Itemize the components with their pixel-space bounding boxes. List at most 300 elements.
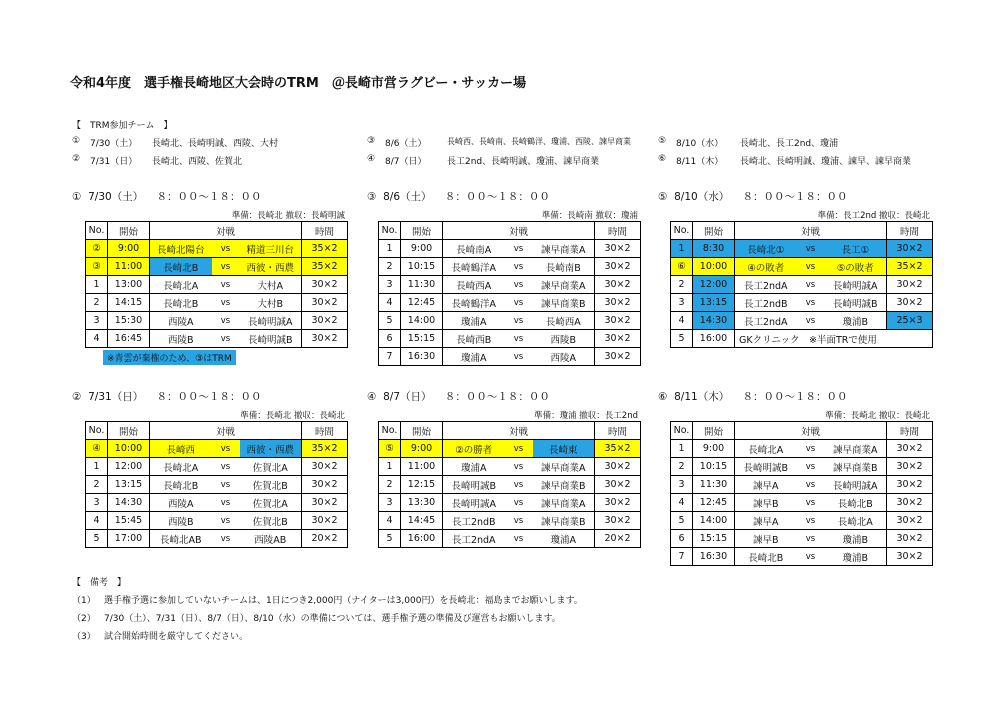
row-team1: 長崎北B (150, 476, 212, 494)
row-duration: 35×2 (302, 258, 348, 276)
row-team1: 諫早B (735, 494, 797, 512)
row-no: 5 (671, 330, 693, 348)
row-start: 9:00 (693, 440, 735, 458)
row-start: 14:45 (401, 512, 443, 530)
row-duration: 30×2 (887, 440, 933, 458)
row-team2: 西彼・西農 (240, 258, 302, 276)
row-vs: vs (505, 530, 533, 548)
row-no: 7 (671, 548, 693, 566)
row-vs: vs (505, 312, 533, 330)
participant-teams: 長崎北、長崎明誠、瓊浦、諫早、諫早商業 (740, 157, 912, 167)
row-text: GKクリニック ※半面TRで使用 (735, 330, 887, 348)
row-duration: 30×2 (595, 276, 641, 294)
row-team1: 長崎北A (150, 458, 212, 476)
row-start: 12:45 (693, 494, 735, 512)
row-team2: 諫早商業B (533, 512, 595, 530)
row-no: 5 (379, 530, 401, 548)
schedule-table-2 (85, 421, 348, 548)
row-start: 9:00 (108, 240, 150, 258)
row-start: 16:00 (401, 530, 443, 548)
row-vs: vs (797, 530, 825, 548)
row-team1: 諫早A (735, 476, 797, 494)
header-start: 開始 (108, 422, 150, 440)
header-no: No. (671, 422, 693, 440)
row-no: 3 (671, 476, 693, 494)
table-row (671, 276, 933, 294)
table-row (379, 512, 641, 530)
row-no: 3 (379, 276, 401, 294)
row-duration: 30×2 (887, 458, 933, 476)
row-duration: 30×2 (302, 330, 348, 348)
row-no: ② (86, 240, 108, 258)
row-start: 10:00 (108, 440, 150, 458)
row-team2: 瓊浦B (825, 530, 887, 548)
row-duration: 30×2 (595, 312, 641, 330)
remark-no: （2） (72, 614, 96, 624)
header-time: 時間 (887, 222, 933, 240)
row-vs: vs (797, 240, 825, 258)
row-vs: vs (212, 530, 240, 548)
header-time: 時間 (887, 422, 933, 440)
participants-header: 【 TRM参加チーム 】 (72, 121, 173, 131)
row-no: ⑤ (379, 440, 401, 458)
header-match: 対戦 (443, 222, 595, 240)
row-team1: 瓊浦A (443, 312, 505, 330)
row-team2: 諫早商業A (533, 494, 595, 512)
schedule-prep: 準備：長工2nd 撤収：長崎北 (817, 211, 930, 221)
header-match: 対戦 (150, 222, 302, 240)
row-team2: 長崎明誠A (825, 476, 887, 494)
table-row (86, 440, 348, 458)
row-vs: vs (797, 440, 825, 458)
header-match: 対戦 (150, 422, 302, 440)
table-header-row (86, 222, 348, 240)
schedule-table-3 (378, 221, 641, 366)
row-no: 4 (379, 294, 401, 312)
table-row (379, 440, 641, 458)
header-time: 時間 (595, 222, 641, 240)
participant-date: 8/10（水） (676, 139, 724, 149)
table-row (86, 458, 348, 476)
row-vs: vs (505, 348, 533, 366)
row-no: 6 (379, 330, 401, 348)
row-start: 11:00 (108, 258, 150, 276)
row-start: 12:00 (693, 276, 735, 294)
table-row (86, 294, 348, 312)
table-row (86, 512, 348, 530)
row-no: ④ (86, 440, 108, 458)
row-team2: 佐賀北A (240, 494, 302, 512)
row-vs: vs (505, 494, 533, 512)
participant-date: 7/30（土） (90, 139, 138, 149)
row-team1: 長崎北B (735, 548, 797, 566)
row-vs: vs (797, 294, 825, 312)
row-team2: 長崎北B (825, 494, 887, 512)
row-duration: 30×2 (302, 512, 348, 530)
schedule-prep: 準備：瓊浦 撤収：長工2nd (534, 411, 638, 421)
remarks-header: 【 備考 】 (72, 578, 127, 588)
row-no: 1 (671, 240, 693, 258)
participant-date: 8/7（日） (385, 157, 427, 167)
header-start: 開始 (401, 422, 443, 440)
row-vs: vs (212, 312, 240, 330)
row-team1: 長崎明誠B (735, 458, 797, 476)
header-time: 時間 (595, 422, 641, 440)
row-team1: 長崎北AB (150, 530, 212, 548)
row-duration: 35×2 (302, 440, 348, 458)
table-row (379, 348, 641, 366)
row-duration: 30×2 (887, 240, 933, 258)
header-match: 対戦 (443, 422, 595, 440)
row-duration: 30×2 (887, 476, 933, 494)
row-team1: 西陵B (150, 512, 212, 530)
row-no: 1 (671, 440, 693, 458)
row-team2: 長崎明誠B (240, 330, 302, 348)
table-row (379, 330, 641, 348)
row-start: 13:00 (108, 276, 150, 294)
row-start: 11:30 (401, 276, 443, 294)
schedule-heading: ⑥ 8/11（木） ８：００～１８：００ (658, 391, 848, 403)
table-row (86, 240, 348, 258)
row-team1: 長崎南A (443, 240, 505, 258)
row-duration: 30×2 (595, 294, 641, 312)
row-no: 3 (671, 294, 693, 312)
schedule-heading: ⑤ 8/10（水） ８：００～１８：００ (658, 191, 848, 203)
table-header-row (86, 422, 348, 440)
row-team2: ⑤の敗者 (825, 258, 887, 276)
table-row (379, 294, 641, 312)
row-duration: 20×2 (302, 530, 348, 548)
row-team1: 長工2ndA (735, 276, 797, 294)
row-duration: 30×2 (887, 530, 933, 548)
row-no: 6 (671, 530, 693, 548)
row-team2: 長崎西A (533, 312, 595, 330)
row-no: ③ (86, 258, 108, 276)
row-start: 13:30 (401, 494, 443, 512)
row-duration: 30×2 (302, 476, 348, 494)
row-duration: 30×2 (887, 294, 933, 312)
participant-teams: 長崎北、長工2nd、瓊浦 (740, 139, 839, 149)
header-start: 開始 (401, 222, 443, 240)
table-row (379, 458, 641, 476)
table-row (86, 330, 348, 348)
row-duration: 30×2 (887, 548, 933, 566)
row-team2: 西陵B (533, 330, 595, 348)
schedule-table-5 (670, 221, 933, 348)
row-team1: 長崎北A (735, 440, 797, 458)
row-duration: 30×2 (302, 458, 348, 476)
row-start: 14:15 (108, 294, 150, 312)
row-start: 10:00 (693, 258, 735, 276)
header-start: 開始 (693, 222, 735, 240)
row-team1: 瓊浦A (443, 458, 505, 476)
table-header-row (379, 422, 641, 440)
row-no: 1 (86, 276, 108, 294)
table-row (379, 530, 641, 548)
row-duration: 35×2 (302, 240, 348, 258)
row-team1: 長工2ndA (735, 312, 797, 330)
header-time: 時間 (302, 422, 348, 440)
row-team1: 長崎北① (735, 240, 797, 258)
participant-no: ⑤ (658, 136, 667, 146)
remark-text: 7/30（土）、7/31（日）、8/7（日）、8/10（水）の準備については、選手権予選の準備及び運営もお願いします。 (104, 614, 561, 624)
remark-no: （3） (72, 632, 96, 642)
row-start: 12:15 (401, 476, 443, 494)
row-duration: 20×2 (595, 530, 641, 548)
row-no: 4 (86, 330, 108, 348)
table-row (671, 312, 933, 330)
table-row (671, 494, 933, 512)
row-start: 15:45 (108, 512, 150, 530)
schedule-prep: 準備：長崎北 撤収：長崎北 (825, 411, 930, 421)
row-start: 9:00 (401, 240, 443, 258)
row-duration: 30×2 (302, 276, 348, 294)
participant-date: 8/11（木） (676, 157, 724, 167)
header-no: No. (86, 222, 108, 240)
row-vs: vs (212, 440, 240, 458)
row-team2: 諫早商業B (533, 294, 595, 312)
row-duration: 30×2 (887, 494, 933, 512)
row-team2: 瓊浦B (825, 312, 887, 330)
table-header-row (671, 222, 933, 240)
row-no: 4 (671, 494, 693, 512)
participant-date: 7/31（日） (90, 157, 138, 167)
row-duration: 30×2 (595, 494, 641, 512)
table-row (379, 240, 641, 258)
row-start: 14:00 (693, 512, 735, 530)
remark-text: 選手権予選に参加していないチームは、1日につき2,000円（ナイターは3,000円）を長崎北：福島までお願いします。 (104, 596, 583, 606)
remark-no: （1） (72, 596, 96, 606)
schedule-table-4 (378, 421, 641, 548)
row-team2: 佐賀北B (240, 512, 302, 530)
row-vs: vs (212, 476, 240, 494)
participant-date: 8/6（土） (385, 139, 427, 149)
row-team1: 西陵B (150, 330, 212, 348)
row-start: 10:15 (401, 258, 443, 276)
row-no: 7 (379, 348, 401, 366)
row-team1: 諫早A (735, 512, 797, 530)
row-team1: ②の勝者 (443, 440, 505, 458)
row-vs: vs (797, 458, 825, 476)
page-title: 令和4年度 選手権長崎地区大会時のTRM ＠長崎市営ラグビー・サッカー場 (70, 76, 527, 91)
table-row (671, 240, 933, 258)
row-no: 3 (86, 494, 108, 512)
table-row (671, 512, 933, 530)
table-row (379, 276, 641, 294)
row-start: 15:30 (108, 312, 150, 330)
row-duration: 35×2 (595, 440, 641, 458)
table-row (671, 294, 933, 312)
row-team2: 長崎南B (533, 258, 595, 276)
row-team2: 諫早商業A (533, 276, 595, 294)
row-vs: vs (797, 258, 825, 276)
row-start: 11:30 (693, 476, 735, 494)
participant-no: ② (72, 154, 81, 164)
row-vs: vs (505, 276, 533, 294)
row-team2: 諫早商業A (533, 458, 595, 476)
row-vs: vs (212, 294, 240, 312)
row-vs: vs (505, 458, 533, 476)
row-duration: 30×2 (887, 276, 933, 294)
row-duration: 30×2 (302, 312, 348, 330)
row-no: 1 (379, 240, 401, 258)
row-no: 2 (379, 476, 401, 494)
row-vs: vs (797, 512, 825, 530)
row-team1: 瓊浦A (443, 348, 505, 366)
row-team2: 諫早商業B (825, 458, 887, 476)
participant-teams: 長崎北、長崎明誠、西陵、大村 (152, 139, 279, 149)
header-no: No. (379, 422, 401, 440)
row-duration: 30×2 (595, 330, 641, 348)
row-no: 4 (671, 312, 693, 330)
row-team1: ④の敗者 (735, 258, 797, 276)
header-start: 開始 (108, 222, 150, 240)
row-vs: vs (505, 330, 533, 348)
row-vs: vs (212, 330, 240, 348)
row-duration: 30×2 (595, 476, 641, 494)
row-start: 14:00 (401, 312, 443, 330)
header-match: 対戦 (735, 422, 887, 440)
row-no: 4 (379, 512, 401, 530)
row-start: 9:00 (401, 440, 443, 458)
header-no: No. (671, 222, 693, 240)
row-team2: 長崎東 (533, 440, 595, 458)
row-team2: 諫早商業A (825, 440, 887, 458)
row-team2: 佐賀北A (240, 458, 302, 476)
row-team2: 長崎明誠B (825, 294, 887, 312)
row-team2: 大村A (240, 276, 302, 294)
row-duration: 35×2 (887, 258, 933, 276)
schedule-heading: ③ 8/6（土） ８：００～１８：００ (367, 191, 550, 203)
row-vs: vs (505, 240, 533, 258)
row-no: 2 (379, 258, 401, 276)
row-no: 2 (671, 458, 693, 476)
row-start: 16:30 (693, 548, 735, 566)
schedule-prep: 準備：長崎北 撤収：長崎明誠 (231, 211, 345, 221)
row-team1: 長工2ndB (443, 512, 505, 530)
row-start: 14:30 (108, 494, 150, 512)
row-start: 8:30 (693, 240, 735, 258)
row-start: 10:15 (693, 458, 735, 476)
row-duration: 30×2 (302, 294, 348, 312)
table-row (671, 548, 933, 566)
row-team1: 西陵A (150, 494, 212, 512)
header-match: 対戦 (735, 222, 887, 240)
table-row (671, 530, 933, 548)
row-team2: 佐賀北B (240, 476, 302, 494)
row-team1: 長崎西 (150, 440, 212, 458)
row-vs: vs (212, 494, 240, 512)
row-team2: 長崎明誠A (825, 276, 887, 294)
row-duration: 30×2 (595, 348, 641, 366)
row-start: 15:15 (401, 330, 443, 348)
row-start: 11:00 (401, 458, 443, 476)
row-team2: 西陵AB (240, 530, 302, 548)
row-vs: vs (505, 440, 533, 458)
row-no: 3 (86, 312, 108, 330)
row-no: 5 (671, 512, 693, 530)
row-start: 16:45 (108, 330, 150, 348)
header-no: No. (379, 222, 401, 240)
row-start: 16:00 (693, 330, 735, 348)
table-row (379, 258, 641, 276)
row-duration: 30×2 (595, 240, 641, 258)
row-team2: 瓊浦A (533, 530, 595, 548)
row-team2: 西陵A (533, 348, 595, 366)
row-team2: 西彼・西農 (240, 440, 302, 458)
row-team1: 長崎北B (150, 294, 212, 312)
table-row (671, 440, 933, 458)
table-row (671, 458, 933, 476)
schedule-heading: ① 7/30（土） ８：００～１８：００ (72, 191, 262, 203)
row-team1: 長工2ndB (735, 294, 797, 312)
row-vs: vs (212, 458, 240, 476)
participant-no: ③ (367, 136, 376, 146)
table-row (671, 476, 933, 494)
row-start: 17:00 (108, 530, 150, 548)
row-team1: 西陵A (150, 312, 212, 330)
table-row (86, 494, 348, 512)
row-no: 2 (86, 294, 108, 312)
row-vs: vs (212, 512, 240, 530)
row-team2: 長崎北A (825, 512, 887, 530)
participant-teams: 長工2nd、長崎明誠、瓊浦、諫早商業 (447, 157, 600, 167)
table-row (86, 276, 348, 294)
header-no: No. (86, 422, 108, 440)
row-no: 1 (379, 458, 401, 476)
table-row (86, 312, 348, 330)
table-row (379, 494, 641, 512)
row-start: 13:15 (108, 476, 150, 494)
table-row (86, 258, 348, 276)
row-team2: 瓊浦B (825, 548, 887, 566)
row-team1: 長工2ndA (443, 530, 505, 548)
row-duration: 30×2 (887, 512, 933, 530)
row-duration-empty (887, 330, 933, 348)
schedule-note: ※青雲が棄権のため、③はTRM (103, 350, 236, 365)
header-start: 開始 (693, 422, 735, 440)
row-vs: vs (797, 312, 825, 330)
row-vs: vs (505, 476, 533, 494)
row-duration: 30×2 (302, 494, 348, 512)
schedule-heading: ④ 8/7（日） ８：００～１８：００ (367, 391, 550, 403)
row-no: 2 (86, 476, 108, 494)
row-no: 5 (86, 530, 108, 548)
row-team1: 長崎明誠A (443, 494, 505, 512)
row-vs: vs (797, 548, 825, 566)
row-start: 16:30 (401, 348, 443, 366)
row-vs: vs (212, 276, 240, 294)
row-team2: 長崎明誠A (240, 312, 302, 330)
table-row (86, 476, 348, 494)
row-vs: vs (212, 258, 240, 276)
row-team2: 精道三川台 (240, 240, 302, 258)
row-vs: vs (505, 512, 533, 530)
row-vs: vs (212, 240, 240, 258)
row-no: 5 (379, 312, 401, 330)
row-no: ⑥ (671, 258, 693, 276)
row-duration: 30×2 (595, 258, 641, 276)
row-start: 13:15 (693, 294, 735, 312)
table-row (379, 312, 641, 330)
row-team1: 長崎北B (150, 258, 212, 276)
schedule-heading: ② 7/31（日） ８：００～１８：００ (72, 391, 262, 403)
row-team2: 長工① (825, 240, 887, 258)
table-row (671, 258, 933, 276)
schedule-table-1 (85, 221, 348, 348)
participant-no: ① (72, 136, 81, 146)
participant-teams: 長崎北、西陵、佐賀北 (152, 157, 243, 167)
